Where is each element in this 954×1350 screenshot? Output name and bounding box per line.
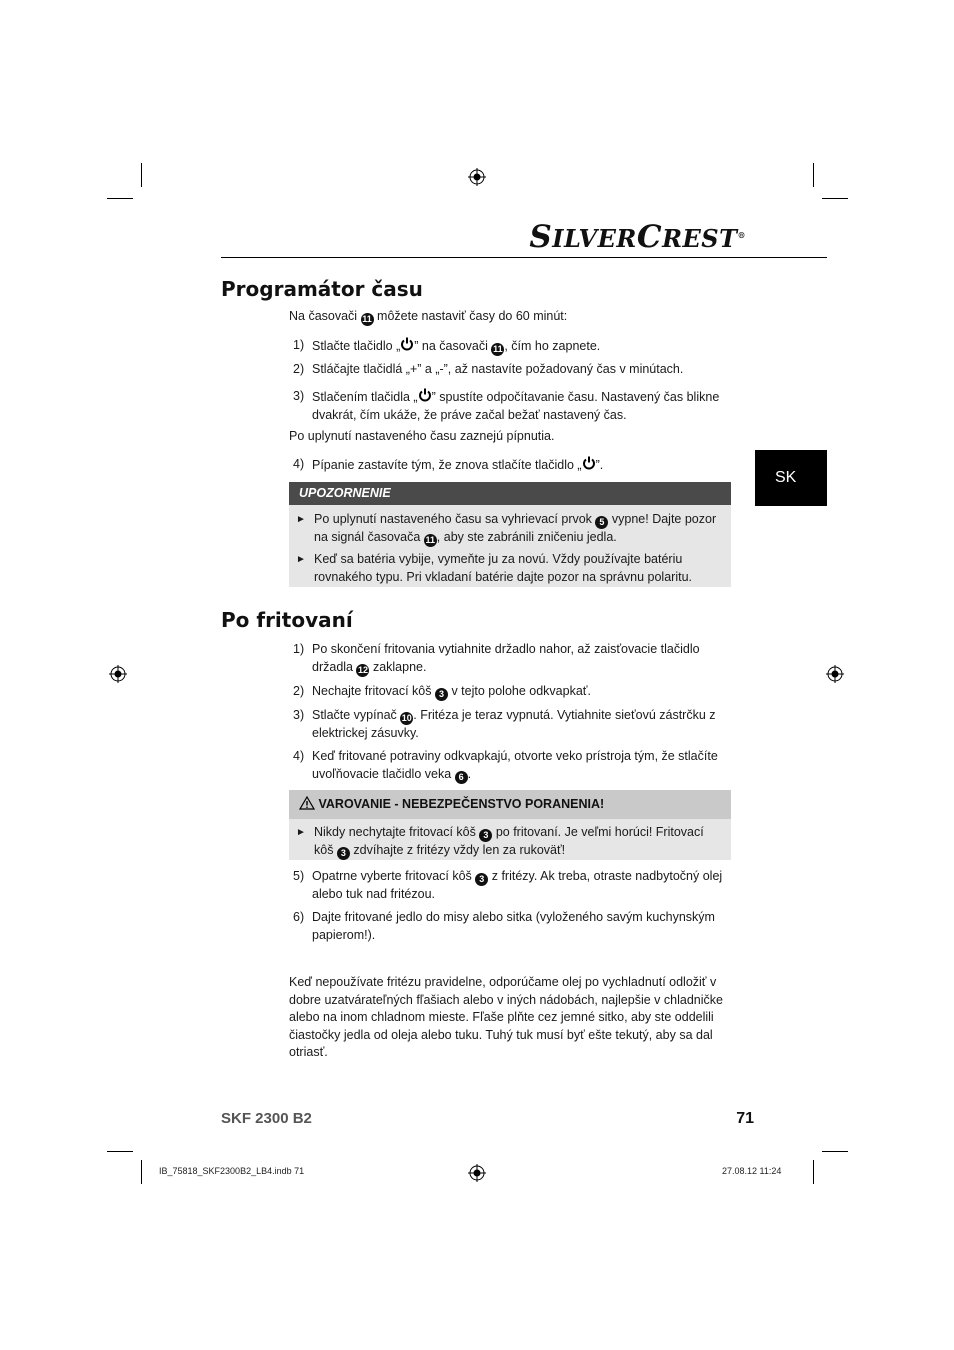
note-heading: UPOZORNENIE <box>289 482 731 505</box>
section-title: Po fritovaní <box>221 608 353 632</box>
page-number: 71 <box>736 1110 754 1127</box>
crop-mark <box>822 198 848 199</box>
crop-mark <box>822 1151 848 1152</box>
registration-mark-icon <box>468 1164 486 1182</box>
warning-heading: VAROVANIE - NEBEZPEČENSTVO PORANENIA! <box>289 790 731 819</box>
brand-logo: SILVERCREST® <box>529 219 746 255</box>
registration-mark-icon <box>109 665 127 683</box>
crop-mark <box>107 1151 133 1152</box>
intro-text: Na časovači 11 môžete nastaviť časy do 60 minút: <box>289 309 568 324</box>
paragraph: Po uplynutí nastaveného času zaznejú pípnutia. <box>289 429 555 443</box>
section-title: Programátor času <box>221 277 423 301</box>
warning-triangle-icon <box>299 796 315 810</box>
paragraph: Keď nepoužívate fritézu pravidelne, odporúčame olej po vychladnutí odložiť v dobre uzatvárateľných fľašiach alebo v iných nádobách, najlepšie v chladničke alebo na inom chladnom mieste. Fľaše plňte cez jemné sitko, aby ste oddelili čiastočky jedla od oleja alebo tuku. Tuhý tuk musí byť ešte tekutý, aby sa dal otriasť. <box>289 975 723 1059</box>
power-icon <box>400 337 414 351</box>
power-icon <box>582 456 596 470</box>
print-date: 27.08.12 11:24 <box>722 1166 782 1176</box>
model-number: SKF 2300 B2 <box>221 1110 312 1127</box>
file-slug: IB_75818_SKF2300B2_LB4.indb 71 <box>159 1166 305 1176</box>
crop-mark <box>107 198 133 199</box>
crop-mark <box>141 163 142 187</box>
arrow-bullet-icon: ► <box>296 514 306 525</box>
power-icon <box>418 388 432 402</box>
header-rule <box>221 257 827 258</box>
arrow-bullet-icon: ► <box>296 827 306 838</box>
arrow-bullet-icon: ► <box>296 554 306 565</box>
registration-mark-icon <box>468 168 486 186</box>
crop-mark <box>813 1160 814 1184</box>
crop-mark <box>141 1160 142 1184</box>
registration-mark-icon <box>826 665 844 683</box>
language-tab: SK <box>755 450 827 506</box>
crop-mark <box>813 163 814 187</box>
